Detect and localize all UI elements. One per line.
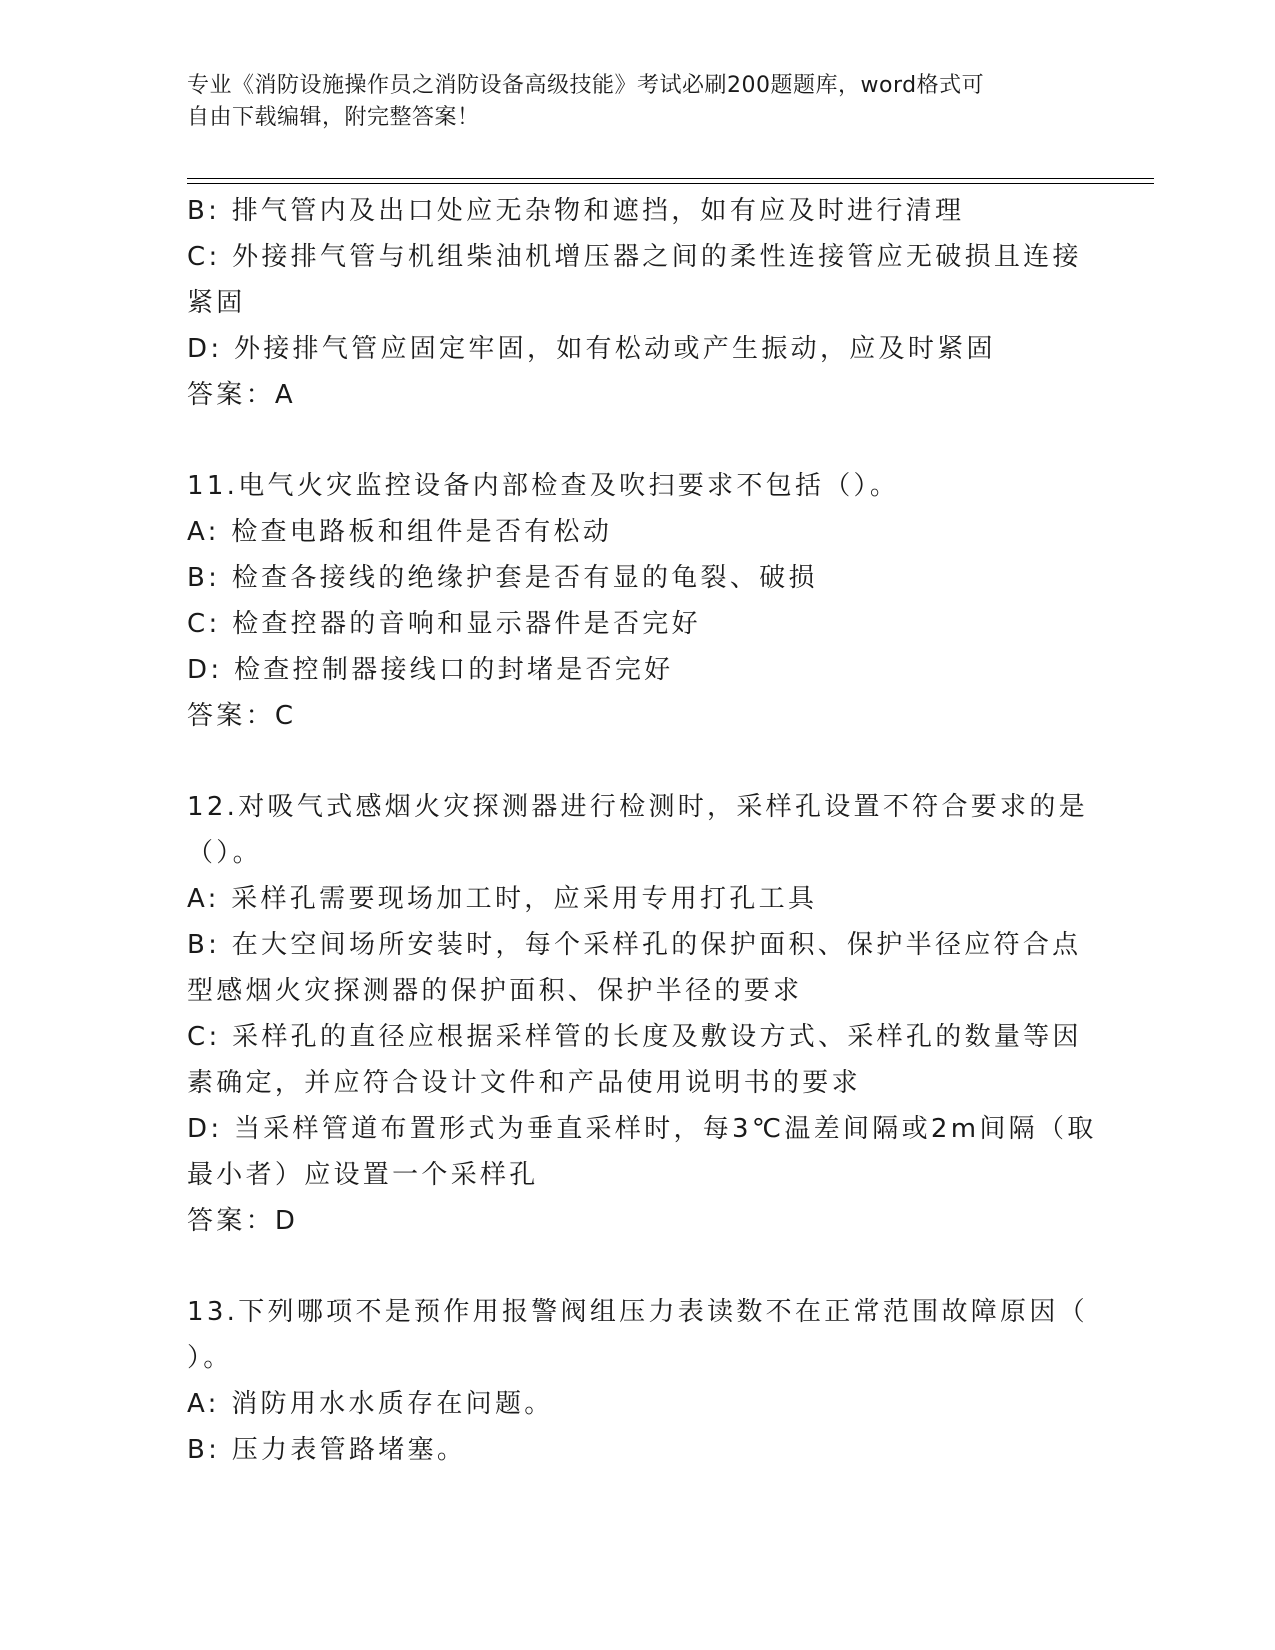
option-c-continued: 素确定，并应符合设计文件和产品使用说明书的要求 xyxy=(187,1068,861,1098)
question-11: 11.电气火灾监控设备内部检查及吹扫要求不包括（）。 xyxy=(187,471,900,501)
header-divider xyxy=(187,178,1154,179)
spacer xyxy=(187,739,1087,784)
option-c: C: 检查控器的音响和显示器件是否完好 xyxy=(187,609,701,639)
question-13: 13.下列哪项不是预作用报警阀组压力表读数不在正常范围故障原因（ xyxy=(187,1297,1088,1327)
option-b: B: 检查各接线的绝缘护套是否有显的龟裂、破损 xyxy=(187,563,818,593)
answer: 答案：C xyxy=(187,701,297,731)
question-12: 12.对吸气式感烟火灾探测器进行检测时，采样孔设置不符合要求的是 xyxy=(187,792,1088,822)
header-line: 专业《消防设施操作员之消防设备高级技能》考试必刷200题题库，word格式可 xyxy=(187,73,985,98)
page-header xyxy=(187,70,1087,134)
answer: 答案：A xyxy=(187,380,296,410)
option-b: B: 排气管内及出口处应无杂物和遮挡，如有应及时进行清理 xyxy=(187,196,965,226)
option-c-continued: 紧固 xyxy=(187,288,246,318)
question-content xyxy=(187,188,1097,1473)
header-divider-secondary xyxy=(187,183,1154,184)
option-c: C: 采样孔的直径应根据采样管的长度及敷设方式、采样孔的数量等因 xyxy=(187,1022,1082,1052)
option-a: A: 检查电路板和组件是否有松动 xyxy=(187,517,613,547)
option-b: B: 在大空间场所安装时，每个采样孔的保护面积、保护半径应符合点 xyxy=(187,930,1082,960)
option-d: D: 检查控制器接线口的封堵是否完好 xyxy=(187,655,674,685)
option-a: A: 消防用水水质存在问题。 xyxy=(187,1389,554,1419)
answer: 答案：D xyxy=(187,1206,299,1236)
option-c: C: 外接排气管与机组柴油机增压器之间的柔性连接管应无破损且连接 xyxy=(187,242,1082,272)
question-13-continued: ）。 xyxy=(187,1343,233,1373)
spacer xyxy=(187,418,1087,463)
spacer xyxy=(187,1244,1087,1289)
option-b-continued: 型感烟火灾探测器的保护面积、保护半径的要求 xyxy=(187,976,803,1006)
option-b: B: 压力表管路堵塞。 xyxy=(187,1435,467,1465)
option-d: D: 外接排气管应固定牢固，如有松动或产生振动，应及时紧固 xyxy=(187,334,996,364)
option-a: A: 采样孔需要现场加工时，应采用专用打孔工具 xyxy=(187,884,818,914)
option-d: D: 当采样管道布置形式为垂直采样时，每3℃温差间隔或2m间隔（取 xyxy=(187,1114,1097,1144)
question-12-continued: （）。 xyxy=(187,838,262,868)
header-line: 自由下载编辑，附完整答案！ xyxy=(187,105,480,130)
option-d-continued: 最小者）应设置一个采样孔 xyxy=(187,1160,539,1190)
